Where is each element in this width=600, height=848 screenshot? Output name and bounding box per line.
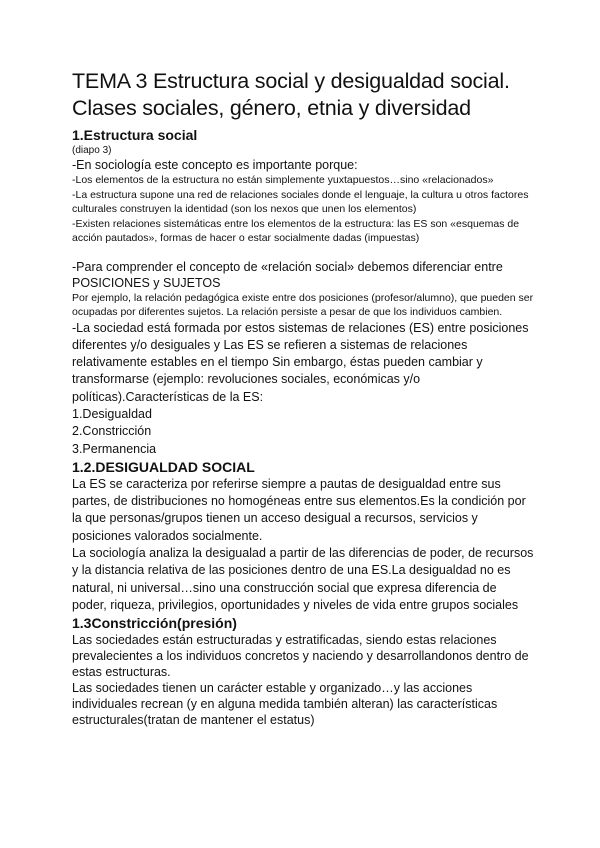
society-text: -La sociedad está formada por estos sistemas de relaciones (ES) entre posiciones diferentes y/o desiguales y Las ES se refieren a sistemas de relaciones relativamente estables en el tiempo Sin embargo, éstas pueden cambiar y transformarse (ejemplo: revoluciones sociales, económicas y/o políticas).Características de la ES: [72, 320, 529, 404]
document-title [72, 68, 534, 122]
section-3-heading: 1.3Constricción(presión) [72, 615, 237, 632]
section-3-paragraph-1: Las sociedades están estructuradas y estratificadas, siendo estas relaciones prevalecientes a los individuos concretos y naciendo y desarrollandonos dentro de estas estructuras. [72, 633, 529, 680]
characteristic-1: 1.Desigualdad [72, 406, 152, 421]
section-2-paragraph-2: La sociología analiza la desigualad a partir de las diferencias de poder, de recursos y la distancia relativa de las posiciones dentro de una ES.La desigualdad no es natural, ni universal…sino una construcción social que expresa diferencia de poder, riqueza, privilegios, oportunidades y niveles de vida entre grupos sociales [72, 546, 534, 612]
section-2-heading: 1.2.DESIGUALDAD SOCIAL [72, 458, 255, 475]
point-1: -Los elementos de la estructura no están simplemente yuxtapuestos…sino «relacionados» [72, 174, 494, 186]
section-1-intro: -En sociología este concepto es importante porque: [72, 158, 358, 172]
spacer [72, 246, 534, 259]
section-3-paragraph-2: Las sociedades tienen un carácter estable y organizado…y las acciones individuales recrean (y en alguna medida también alteran) las características estructurales(tratan de mantener el estatus) [72, 681, 498, 728]
point-3: -Existen relaciones sistemáticas entre los elementos de la estructura: las ES son «esquemas de acción pautados», formas de hacer o estar socialmente dadas (impuestas) [72, 217, 520, 244]
title-line-2: Clases sociales, género, etnia y diversidad [72, 96, 471, 120]
characteristic-3: 3.Permanencia [72, 441, 157, 456]
document-page [72, 68, 534, 728]
characteristic-2: 2.Constricción [72, 424, 152, 439]
title-line-1: TEMA 3 Estructura social y desigualdad social. [72, 69, 510, 93]
section-1-heading: 1.Estructura social [72, 127, 198, 143]
relation-intro: -Para comprender el concepto de «relación social» debemos diferenciar entre POSICIONES y SUJETOS [72, 259, 503, 290]
point-2: -La estructura supone una red de relaciones sociales donde el lenguaje, la cultura u otros factores culturales construyen la identidad (son los nexos que unen los elementos) [72, 188, 529, 215]
relation-example: Por ejemplo, la relación pedagógica existe entre dos posiciones (profesor/alumno), que pueden ser ocupadas por diferentes sujetos. La relación persiste a pesar de que los individuos cambien. [72, 291, 534, 318]
slide-note: (diapo 3) [72, 145, 112, 156]
section-2-paragraph-1: La ES se caracteriza por referirse siempre a pautas de desigualdad entre sus partes, de distribuciones no homogéneas entre sus elementos.Es la condición por la que personas/grupos tienen un acceso desigual a recursos, servicios y posiciones valorados socialmente. [72, 476, 526, 543]
